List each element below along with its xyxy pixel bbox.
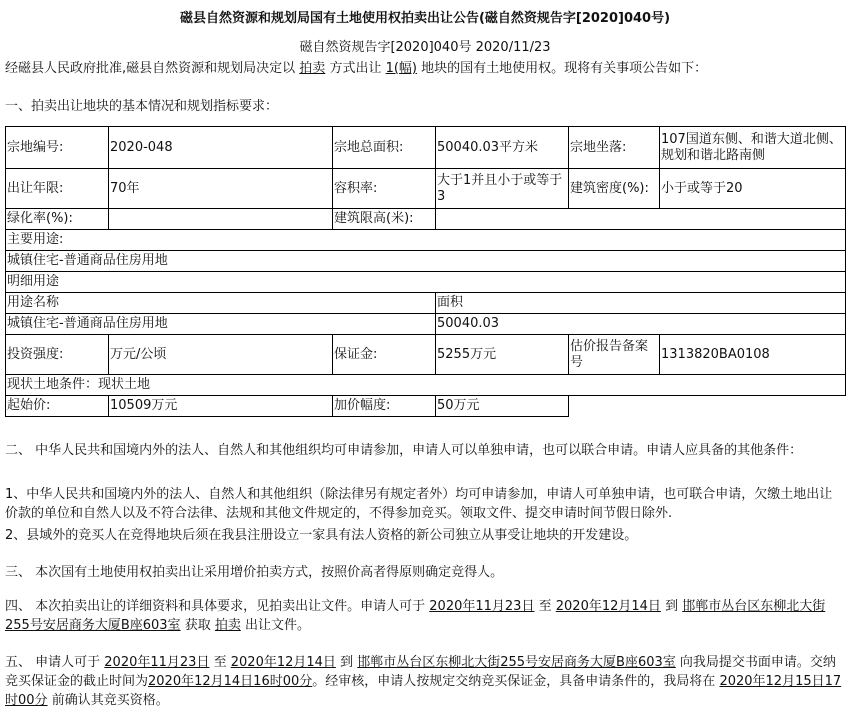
table-row bbox=[6, 335, 846, 375]
intro-paragraph bbox=[5, 57, 707, 76]
end-date: 2020年12月14日 bbox=[555, 599, 661, 614]
table-row bbox=[6, 272, 846, 293]
area-header: 面积 bbox=[436, 293, 846, 314]
deposit-deadline: 2020年12月14日16时00分 bbox=[148, 674, 313, 689]
appraisal-label: 估价报告备案号 bbox=[569, 335, 660, 375]
parcel-no-value: 2020-048 bbox=[109, 127, 333, 169]
section-5-text: 前确认其竞买资格。 bbox=[51, 693, 169, 708]
green-label: 绿化率(%): bbox=[6, 209, 109, 230]
section-4-text: 至 bbox=[538, 599, 552, 614]
empty-cell bbox=[569, 396, 846, 417]
density-value: 小于或等于20 bbox=[660, 169, 846, 209]
density-label: 建筑密度(%): bbox=[569, 169, 660, 209]
section-4-text: 出让文件。 bbox=[245, 618, 311, 633]
auction-method: 拍卖 bbox=[299, 61, 326, 76]
table-row bbox=[6, 314, 846, 335]
page-title: 磁县自然资源和规划局国有土地使用权拍卖出让公告(磁自然资规告字[2020]040号) bbox=[179, 11, 671, 26]
use-area-value: 50040.03 bbox=[436, 314, 846, 335]
start-date: 2020年11月23日 bbox=[104, 655, 210, 670]
start-date: 2020年11月23日 bbox=[429, 599, 535, 614]
intro-text: 经磁县人民政府批准,磁县自然资源和规划局决定以 bbox=[5, 61, 296, 76]
far-label: 容积率: bbox=[333, 169, 436, 209]
main-use-label: 主要用途: bbox=[6, 230, 846, 251]
location-value: 107国道东侧、和谐大道北侧、规划和谐北路南侧 bbox=[660, 127, 846, 169]
height-value bbox=[436, 209, 846, 230]
total-area-label: 宗地总面积: bbox=[333, 127, 436, 169]
start-price-value: 10509万元 bbox=[109, 396, 333, 417]
office-address: 邯郸市丛台区东柳北大街255号安居商务大厦B座603室 bbox=[5, 599, 826, 633]
auction-method: 拍卖 bbox=[214, 618, 241, 633]
confirm-time: 2020年12月15日17时00分 bbox=[5, 674, 842, 708]
deposit-value: 5255万元 bbox=[436, 335, 569, 375]
increment-value: 50万元 bbox=[436, 396, 569, 417]
section-5-text: 至 bbox=[213, 655, 227, 670]
height-label: 建筑限高(米): bbox=[333, 209, 436, 230]
table-row bbox=[6, 293, 846, 314]
start-price-label: 起始价: bbox=[6, 396, 109, 417]
invest-label: 投资强度: bbox=[6, 335, 109, 375]
parcel-count: 1(幅) bbox=[385, 61, 418, 76]
section-2-item-1: 1、中华人民共和国境内外的法人、自然人和其他组织（除法律另有规定者外）均可申请参加，申请人可单独申请，也可联合申请，欠缴土地出让价款的单位和自然人以及不符合法律、法规和其他文件规定的，不得参加竞买。领取文件、提交申请时间节假日除外. bbox=[5, 487, 833, 521]
table-row bbox=[6, 251, 846, 272]
section-5-text: 。经审核，申请人按规定交纳竞买保证金，具备申请条件的，我局将在 bbox=[312, 674, 716, 689]
deposit-label: 保证金: bbox=[333, 335, 436, 375]
table-row bbox=[6, 169, 846, 209]
section-4-text: 到 bbox=[665, 599, 679, 614]
section-2-item-2: 2、县域外的竞买人在竞得地块后须在我县注册设立一家具有法人资格的新公司独立从事受让地块的开发建设。 bbox=[5, 528, 638, 543]
location-label: 宗地坐落: bbox=[569, 127, 660, 169]
table-row bbox=[6, 375, 846, 396]
end-date: 2020年12月14日 bbox=[230, 655, 336, 670]
term-label: 出让年限: bbox=[6, 169, 109, 209]
section-5-text: 向我局提交书面申请。交纳竞买保证金的截止时间为 bbox=[5, 655, 836, 689]
term-value: 70年 bbox=[109, 169, 333, 209]
document-number: 磁自然资规告字[2020]040号 2020/11/23 bbox=[299, 40, 551, 55]
table-row bbox=[6, 396, 846, 417]
table-row bbox=[6, 230, 846, 251]
table-row bbox=[6, 209, 846, 230]
use-name-header: 用途名称 bbox=[6, 293, 436, 314]
intro-text: 方式出让 bbox=[329, 61, 382, 76]
use-name-value: 城镇住宅-普通商品住房用地 bbox=[6, 314, 436, 335]
main-use-value: 城镇住宅-普通商品住房用地 bbox=[6, 251, 846, 272]
office-address: 邯郸市丛台区东柳北大街255号安居商务大厦B座603室 bbox=[357, 655, 676, 670]
land-status: 现状土地条件：现状土地 bbox=[6, 375, 846, 396]
section-4 bbox=[5, 597, 845, 635]
section-5-text: 到 bbox=[340, 655, 354, 670]
invest-value: 万元/公顷 bbox=[109, 335, 333, 375]
green-value bbox=[109, 209, 333, 230]
parcel-no-label: 宗地编号: bbox=[6, 127, 109, 169]
appraisal-value: 1313820BA0108 bbox=[660, 335, 846, 375]
intro-text: 地块的国有土地使用权。现将有关事项公告如下： bbox=[421, 61, 708, 76]
total-area-value: 50040.03平方米 bbox=[436, 127, 569, 169]
detail-use-label: 明细用途 bbox=[6, 272, 846, 293]
far-value: 大于1并且小于或等于3 bbox=[436, 169, 569, 209]
parcel-info-table bbox=[5, 126, 846, 417]
section-5-text: 五、 申请人可于 bbox=[5, 655, 101, 670]
section-3: 三、 本次国有土地使用权拍卖出让采用增价拍卖方式，按照价高者得原则确定竞得人。 bbox=[5, 565, 504, 580]
section-4-text: 获取 bbox=[184, 618, 211, 633]
section-5 bbox=[5, 653, 845, 710]
table-row bbox=[6, 127, 846, 169]
section-4-text: 四、 本次拍卖出让的详细资料和具体要求，见拍卖出让文件。申请人可于 bbox=[5, 599, 426, 614]
increment-label: 加价幅度: bbox=[333, 396, 436, 417]
section-1-heading: 一、拍卖出让地块的基本情况和规划指标要求： bbox=[5, 99, 279, 114]
section-2-heading: 二、 中华人民共和国境内外的法人、自然人和其他组织均可申请参加，申请人可以单独申请，也可以联合申请。申请人应具备的其他条件： bbox=[5, 443, 803, 458]
